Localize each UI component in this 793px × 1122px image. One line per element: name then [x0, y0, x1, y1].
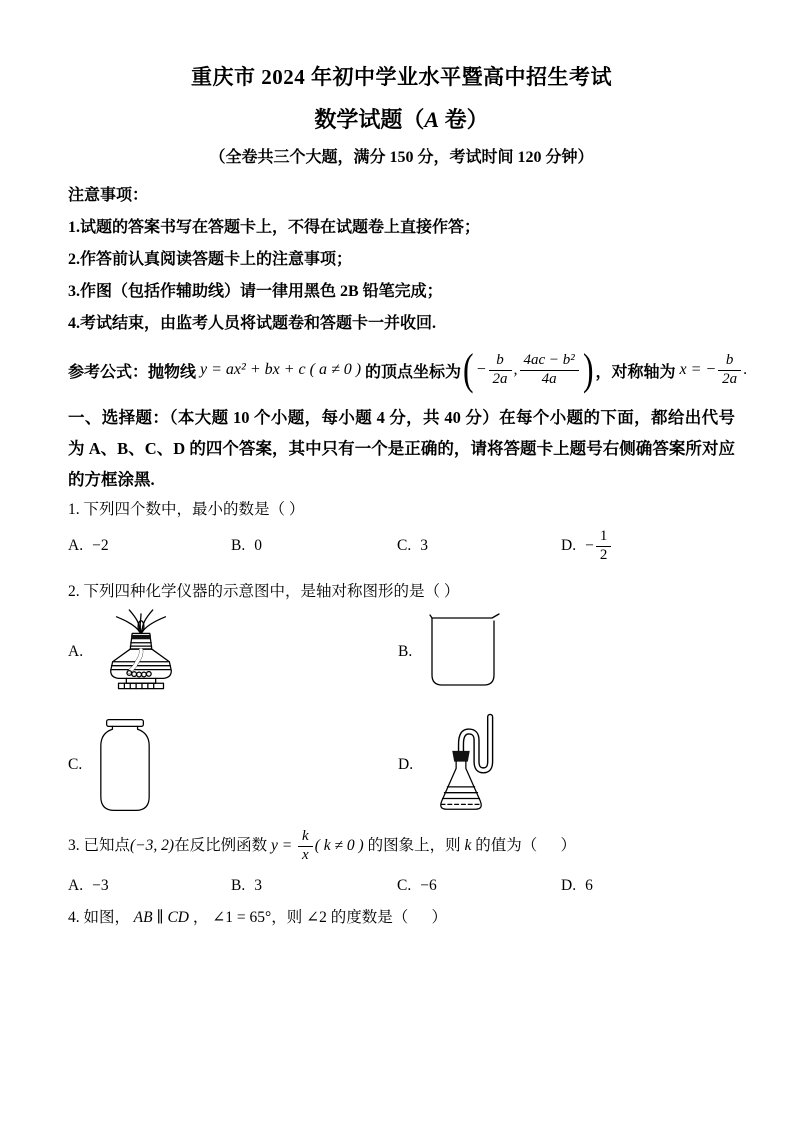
- vertex-fraction-2-den: 4a: [520, 370, 579, 388]
- notice-item-4: 4.考试结束，由监考人员将试题卷和答题卡一并收回.: [68, 315, 437, 332]
- wide-mouth-bottle-figure: [96, 715, 154, 815]
- q1-option-d-fraction-den: 2: [596, 546, 612, 564]
- q3-condition: ( k ≠ 0 ): [314, 837, 364, 854]
- q2-figure-b-cell: [398, 605, 735, 699]
- vertex-open-paren: (: [463, 345, 474, 395]
- question-4-text: [68, 907, 735, 929]
- q3-option-b: [231, 877, 397, 895]
- q3-option-d-label: D.: [561, 877, 577, 894]
- q1-option-d-label: D.: [561, 537, 577, 554]
- subtitle-post: 卷）: [439, 107, 489, 132]
- notice-block: [68, 180, 735, 340]
- q1-option-b: [231, 537, 397, 555]
- vertex-comma: ,: [513, 361, 518, 378]
- q3-option-b-label: B.: [231, 877, 246, 894]
- q1-option-c-label: C.: [397, 537, 412, 554]
- vertex-fraction-2-num: 4ac − b²: [523, 352, 575, 369]
- question-3-text: [68, 823, 735, 869]
- q3-options-row: [68, 877, 735, 895]
- q1-option-d: [561, 528, 613, 564]
- q1-option-b-label: B.: [231, 537, 246, 554]
- question-2-text: 2. 下列四种化学仪器的示意图中，是轴对称图形的是（ ）: [68, 583, 460, 600]
- q4-mid: ，则: [271, 909, 303, 926]
- q4-angle1-statement: ∠1 = 65°: [208, 909, 272, 926]
- formula-parabola-equation: y = ax² + bx + c ( a ≠ 0 ): [196, 361, 366, 378]
- formula-axis-label: ，对称轴为: [595, 363, 676, 381]
- vertex-fraction-2: [520, 352, 579, 388]
- q2-figure-c-cell: [68, 713, 398, 817]
- q3-mid1: 在反比例函数: [174, 837, 268, 854]
- axis-equation-prefix: x = −: [675, 361, 717, 378]
- q1-option-d-fraction: [596, 528, 612, 564]
- q3-option-c: [397, 877, 561, 895]
- q2-option-c-label: C.: [68, 756, 83, 773]
- paper-info-line: （全卷共三个大题，满分 150 分，考试时间 120 分钟）: [209, 149, 594, 166]
- q1-option-a: [68, 537, 231, 555]
- vertex-fraction-1: [489, 352, 512, 388]
- q3-option-c-label: C.: [397, 877, 412, 894]
- q3-option-a: [68, 877, 231, 895]
- q2-figure-d-cell: [398, 713, 735, 817]
- q1-option-d-fraction-num: 1: [599, 528, 608, 545]
- paper-title: 重庆市 2024 年初中学业水平暨高中招生考试: [191, 65, 612, 89]
- q4-parallel-statement: AB ∥ CD: [130, 909, 193, 926]
- q4-post: 的度数是（ ）: [330, 909, 447, 926]
- q2-option-a-label: A.: [68, 643, 84, 660]
- question-1-text: 1. 下列四个数中，最小的数是（ ）: [68, 501, 305, 518]
- reference-formula: [68, 342, 748, 398]
- notice-heading: 注意事项：: [68, 187, 149, 204]
- notice-item-1: 1.试题的答案书写在答题卡上，不得在试题卷上直接作答；: [68, 219, 481, 236]
- q3-fraction-num: k: [302, 828, 309, 845]
- q3-mid2: 的图象上，则: [363, 837, 461, 854]
- q3-pre: 3. 已知点: [68, 837, 131, 854]
- q1-option-a-value: −2: [92, 537, 109, 554]
- q2-figures-grid: [68, 605, 735, 817]
- q1-option-c-value: 3: [420, 537, 428, 554]
- q1-option-b-value: 0: [254, 537, 262, 554]
- q2-option-d-label: D.: [398, 756, 414, 773]
- q1-option-a-label: A.: [68, 537, 84, 554]
- formula-period: .: [743, 361, 748, 378]
- q3-point: (−3, 2): [130, 837, 175, 854]
- q3-option-d-value: 6: [585, 877, 593, 894]
- section1-intro: 一、选择题：（本大题 10 个小题，每小题 4 分，共 40 分）在每个小题的下面，都给出代号为 A、B、C、D 的四个答案，其中只有一个是正确的，请将答题卡上题号右侧确答案所对应的方框涂黑.: [68, 408, 735, 489]
- q3-equation-prefix: y =: [267, 837, 297, 854]
- formula-prefix: 参考公式：抛物线: [68, 363, 197, 381]
- q4-comma: ，: [192, 909, 209, 926]
- notice-item-2: 2.作答前认真阅读答题卡上的注意事项；: [68, 251, 353, 268]
- q3-option-a-label: A.: [68, 877, 84, 894]
- paper-subtitle: [68, 107, 735, 133]
- q1-options-row: [68, 523, 735, 569]
- q1-option-c: [397, 537, 561, 555]
- vertex-fraction-1-den: 2a: [489, 370, 512, 388]
- axis-fraction-num: b: [725, 352, 734, 369]
- q4-pre: 4. 如图，: [68, 909, 131, 926]
- vertex-fraction-1-num: b: [496, 352, 504, 369]
- alcohol-lamp-figure: [97, 605, 185, 699]
- q4-angle2: ∠2: [302, 909, 331, 926]
- q3-post: 的值为（ ）: [475, 837, 576, 854]
- q3-k-variable: k: [460, 837, 476, 854]
- axis-fraction-den: 2a: [718, 370, 741, 388]
- vertex-minus: −: [475, 361, 487, 378]
- vertex-close-paren: ): [582, 345, 594, 395]
- formula-mid-text: 的顶点坐标为: [365, 363, 462, 381]
- q1-option-d-minus: −: [585, 537, 594, 554]
- q3-option-d: [561, 877, 593, 895]
- q2-figure-a-cell: [68, 605, 398, 699]
- q3-fraction: [298, 828, 313, 864]
- conical-flask-figure: [427, 713, 495, 817]
- subtitle-variant-letter: A: [424, 107, 440, 132]
- q2-option-b-label: B.: [398, 643, 413, 660]
- beaker-figure: [426, 613, 502, 691]
- q3-option-b-value: 3: [254, 877, 262, 894]
- axis-fraction: [718, 352, 741, 388]
- subtitle-pre: 数学试题（: [314, 107, 425, 132]
- q3-option-a-value: −3: [92, 877, 109, 894]
- notice-item-3: 3.作图（包括作辅助线）请一律用黑色 2B 铅笔完成；: [68, 283, 443, 300]
- q3-option-c-value: −6: [420, 877, 437, 894]
- q3-fraction-den: x: [298, 846, 313, 864]
